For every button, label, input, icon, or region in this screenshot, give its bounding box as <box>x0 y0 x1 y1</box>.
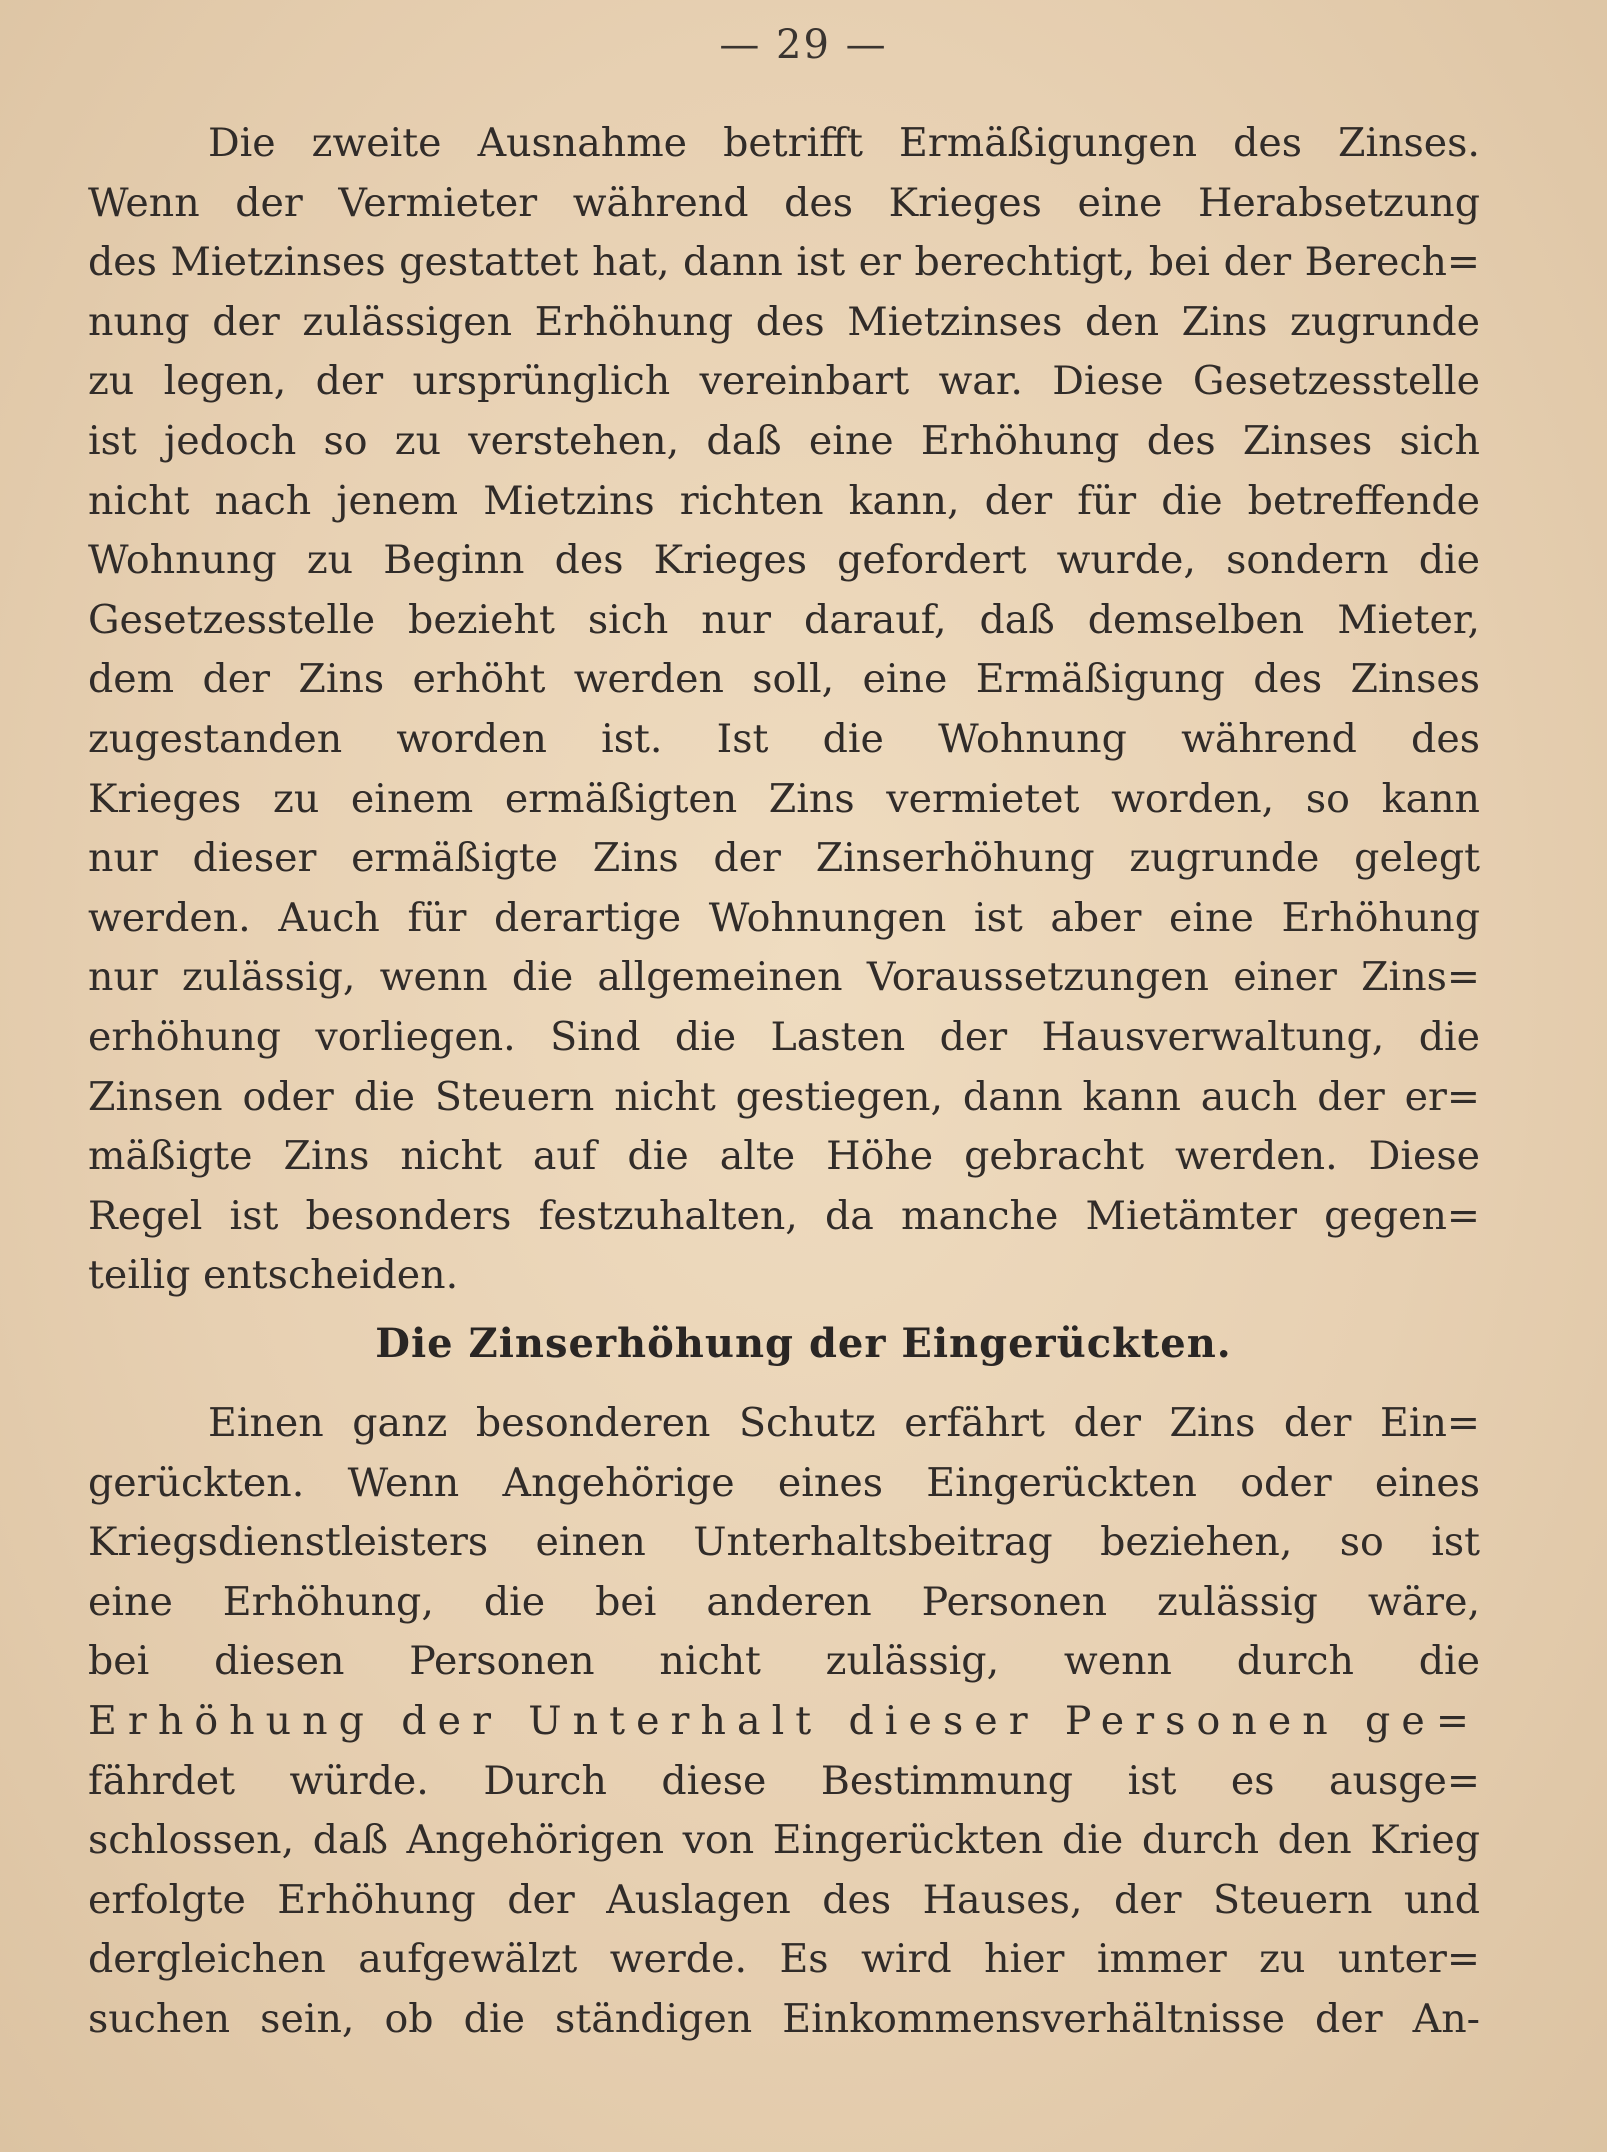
text-line: nur zulässig, wenn die allgemeinen Voraussetzungen einer Zins= <box>88 954 1480 1001</box>
text-line: zugestanden worden ist. Ist die Wohnung während des <box>88 715 1480 762</box>
text-line: Einen ganz besonderen Schutz erfährt der Zins der Ein= <box>208 1400 1480 1446</box>
text-line: des Mietzinses gestattet hat, dann ist er berechtigt, bei der Berech= <box>88 239 1480 286</box>
page-number: — 29 — <box>719 22 888 68</box>
text-line: erhöhung vorliegen. Sind die Lasten der Hausverwaltung, die <box>88 1013 1480 1060</box>
text-line: fährdet würde. Durch diese Bestimmung ist es ausge= <box>88 1757 1480 1804</box>
text-line: dem der Zins erhöht werden soll, eine Ermäßigung des Zinses <box>88 656 1480 703</box>
text-line: nicht nach jenem Mietzins richten kann, der für die betreffende <box>88 477 1480 524</box>
text-line: nur dieser ermäßigte Zins der Zinserhöhung zugrunde gelegt <box>88 835 1480 882</box>
text-line: Kriegsdienstleisters einen Unterhaltsbeitrag beziehen, so ist <box>88 1519 1480 1566</box>
text-line: Zinsen oder die Steuern nicht gestiegen, dann kann auch der er= <box>88 1073 1480 1120</box>
text-line: Wohnung zu Beginn des Krieges gefordert wurde, sondern die <box>88 537 1480 584</box>
text-line: Erhöhung der Unterhalt dieser Personen ge= <box>88 1697 1480 1744</box>
paragraph-1 <box>88 114 1480 1306</box>
text-line: Wenn der Vermieter während des Krieges eine Herabsetzung <box>88 179 1480 226</box>
text-line: teilig entscheiden. <box>88 1252 459 1299</box>
text-line: nung der zulässigen Erhöhung des Mietzinses den Zins zugrunde <box>88 298 1480 345</box>
text-line: werden. Auch für derartige Wohnungen ist aber eine Erhöhung <box>88 894 1480 941</box>
text-line: dergleichen aufgewälzt werde. Es wird hier immer zu unter= <box>88 1936 1480 1983</box>
text-line: Krieges zu einem ermäßigten Zins vermietet worden, so kann <box>88 775 1480 822</box>
text-line: bei diesen Personen nicht zulässig, wenn durch die <box>88 1638 1480 1685</box>
text-line: erfolgte Erhöhung der Auslagen des Hauses, der Steuern und <box>88 1876 1480 1923</box>
text-line: zu legen, der ursprünglich vereinbart war. Diese Gesetzesstelle <box>88 358 1480 405</box>
text-line: ist jedoch so zu verstehen, daß eine Erhöhung des Zinses sich <box>88 417 1480 464</box>
text-line: Regel ist besonders festzuhalten, da manche Mietämter gegen= <box>88 1192 1480 1239</box>
text-line: mäßigte Zins nicht auf die alte Höhe gebracht werden. Diese <box>88 1133 1480 1180</box>
text-line: suchen sein, ob die ständigen Einkommensverhältnisse der An- <box>88 1995 1480 2042</box>
text-line: schlossen, daß Angehörigen von Eingerückten die durch den Krieg <box>88 1817 1480 1864</box>
text-line: Gesetzesstelle bezieht sich nur darauf, daß demselben Mieter, <box>88 596 1480 643</box>
text-line: gerückten. Wenn Angehörige eines Eingerückten oder eines <box>88 1459 1480 1506</box>
paragraph-2 <box>88 1394 1480 2050</box>
text-line: Die zweite Ausnahme betrifft Ermäßigungen des Zinses. <box>208 120 1480 166</box>
section-heading: Die Zinserhöhung der Eingerückten. <box>375 1320 1232 1367</box>
text-line: eine Erhöhung, die bei anderen Personen zulässig wäre, <box>88 1578 1480 1625</box>
